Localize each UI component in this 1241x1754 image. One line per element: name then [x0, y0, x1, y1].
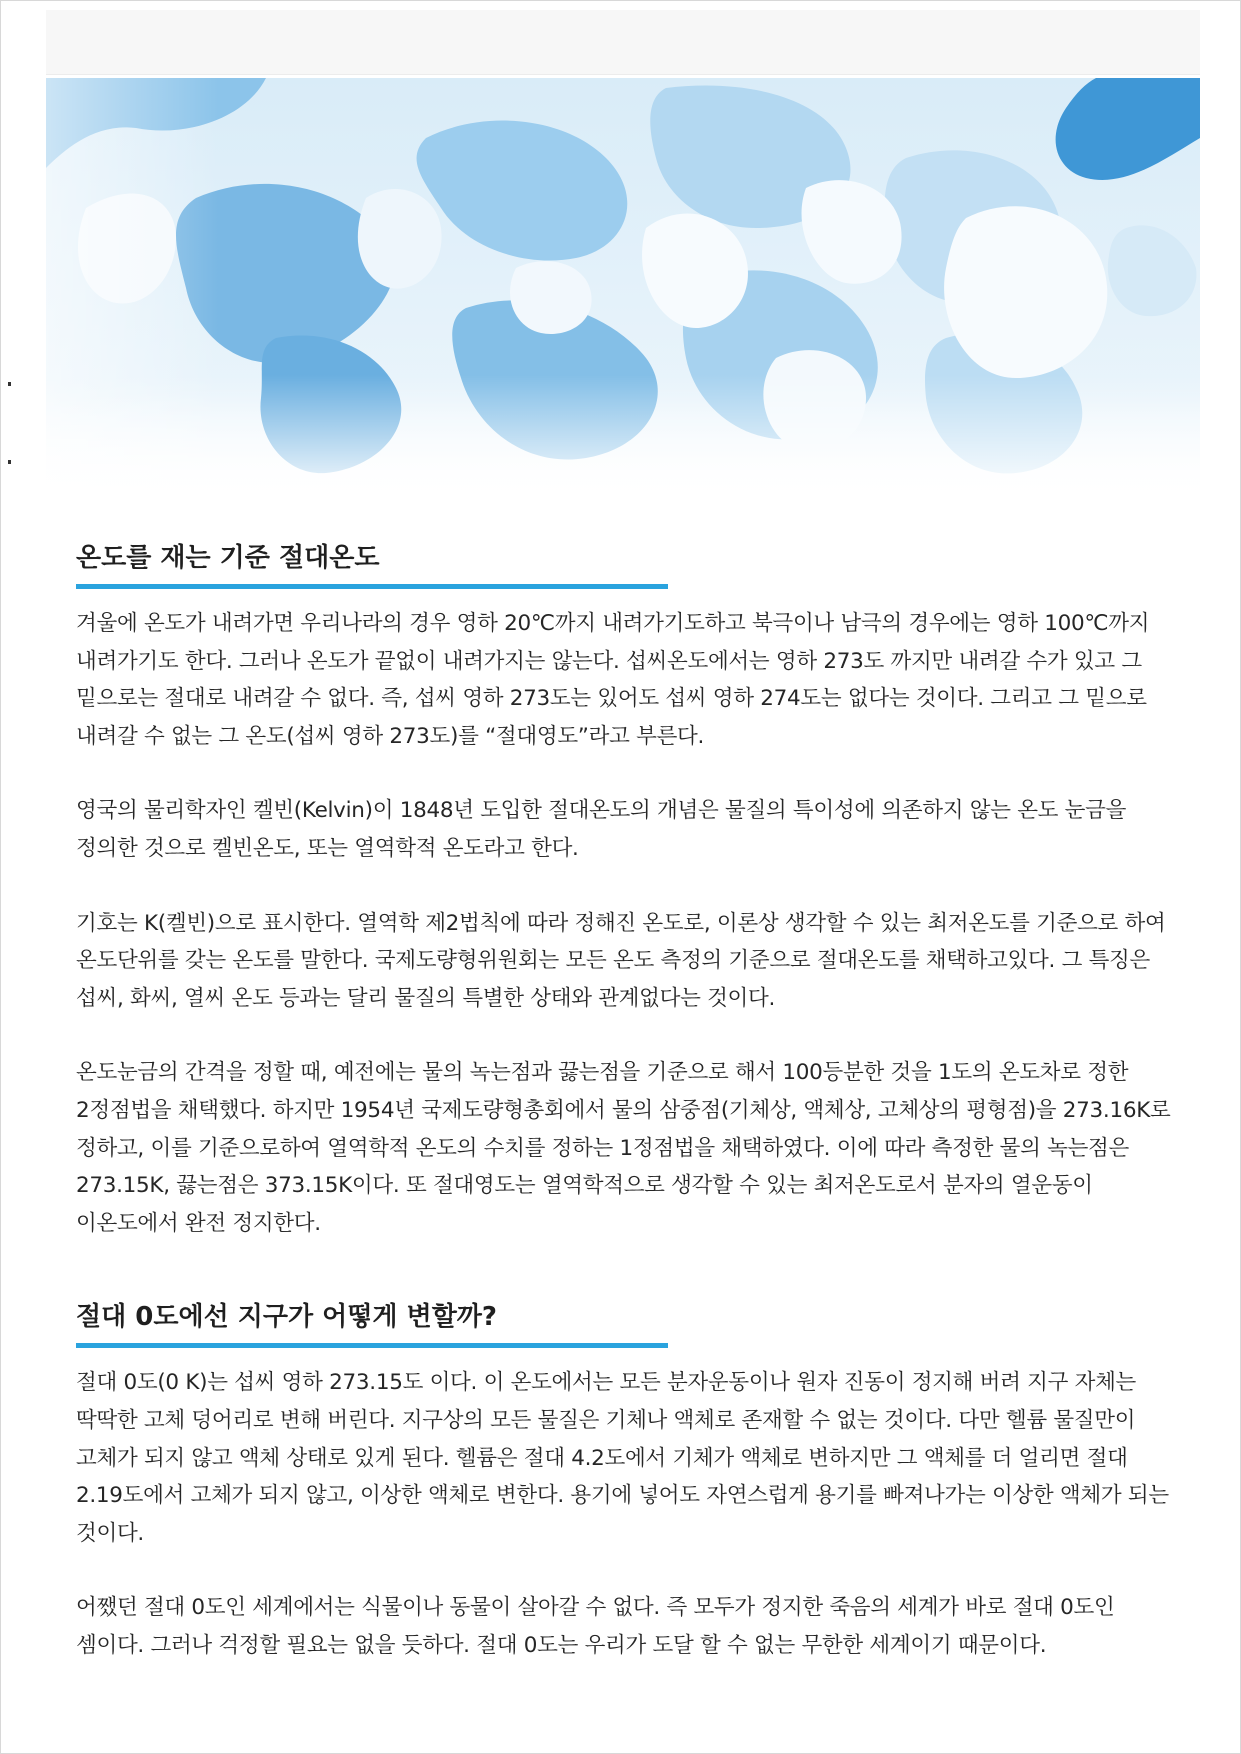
section-title-underline: [76, 1343, 668, 1348]
article-body: [76, 540, 1186, 1701]
top-strip: [46, 10, 1200, 75]
scan-mark: [8, 460, 11, 464]
section-title-underline: [76, 584, 668, 589]
paragraph: 어쨌던 절대 0도인 세계에서는 식물이나 동물이 살아갈 수 없다. 즉 모두가 정지한 죽음의 세계가 바로 절대 0도인 셈이다. 그러나 걱정할 필요는 없을 듯하다. 절대 0도는 우리가 도달 할 수 없는 무한한 세계이기 때문이다.: [76, 1595, 1115, 1658]
paragraph: 영국의 물리학자인 켈빈(Kelvin)이 1848년 도입한 절대온도의 개념은 물질의 특이성에 의존하지 않는 온도 눈금을 정의한 것으로 켈빈온도, 또는 열역학적 온도라고 한다.: [76, 798, 1127, 861]
section-title: 온도를 재는 기준 절대온도: [76, 543, 380, 573]
paragraph: 온도눈금의 간격을 정할 때, 예전에는 물의 녹는점과 끓는점을 기준으로 해서 100등분한 것을 1도의 온도차로 정한 2정점법을 채택했다. 하지만 1954년 국제도량형총회에서 물의 삼중점(기체상, 액체상, 고체상의 평형점)을 273.16K로 정하고, 이를 기준으로하여 열역학적 온도의 수치를 정하는 1정점법을 채택하였다. 이에 따라 측정한 물의 녹는점은 273.15K, 끓는점은 373.15K이다. 또 절대영도는 열역학적으로 생각할 수 있는 최저온도로서 분자의 열운동이 이온도에서 완전 정지한다.: [76, 1060, 1171, 1236]
section-title: 절대 0도에선 지구가 어떻게 변할까?: [76, 1302, 498, 1333]
paragraph: 겨울에 온도가 내려가면 우리나라의 경우 영하 20℃까지 내려가기도하고 북극이나 남극의 경우에는 영하 100℃까지 내려가기도 한다. 그러나 온도가 끝없이 내려가지는 않는다. 섭씨온도에서는 영하 273도 까지만 내려갈 수가 있고 그 밑으로는 절대로 내려갈 수 없다. 즉, 섭씨 영하 273도는 있어도 섭씨 영하 274도는 없다는 것이다. 그리고 그 밑으로 내려갈 수 없는 그 온도(섭씨 영하 273도)를 “절대영도”라고 부른다.: [76, 611, 1150, 749]
section-spacer: [76, 1279, 1186, 1299]
banner-world-map-image: [46, 78, 1200, 502]
scan-mark: [8, 382, 11, 386]
paragraph: 기호는 K(켈빈)으로 표시한다. 열역학 제2법칙에 따라 정해진 온도로, 이론상 생각할 수 있는 최저온도를 기준으로 하여 온도단위를 갖는 온도를 말한다. 국제도량형위원회는 모든 온도 측정의 기준으로 절대온도를 채택하고있다. 그 특징은 섭씨, 화씨, 열씨 온도 등과는 달리 물질의 특별한 상태와 관계없다는 것이다.: [76, 910, 1166, 1011]
paragraph: 절대 0도(0 K)는 섭씨 영하 273.15도 이다. 이 온도에서는 모든 분자운동이나 원자 진동이 정지해 버려 지구 자체는 딱딱한 고체 덩어리로 변해 버린다. 지구상의 모든 물질은 기체나 액체로 존재할 수 없는 것이다. 다만 헬륨 물질만이 고체가 되지 않고 액체 상태로 있게 된다. 헬륨은 절대 4.2도에서 기체가 액체로 변하지만 그 액체를 더 얼리면 절대 2.19도에서 고체가 되지 않고, 이상한 액체로 변한다. 용기에 넣어도 자연스럽게 용기를 빠져나가는 이상한 액체가 되는 것이다.: [76, 1370, 1169, 1546]
